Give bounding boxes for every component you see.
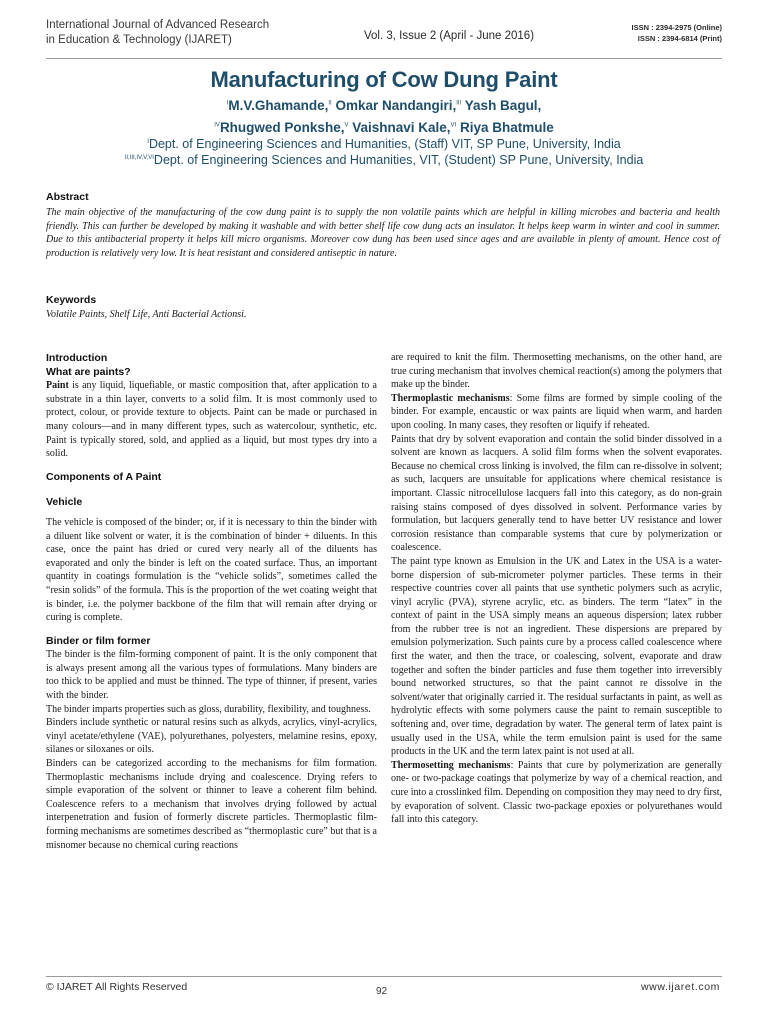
issn-print: ISSN : 2394-6814 (Print) — [637, 34, 722, 44]
binder-paragraph-4: Binders can be categorized according to the mechanisms for film formation. Thermoplastic mechanisms include drying and coalescence. Drying refers to simple evaporation of the solvent or thinner to leave a coherent film behind. Coalescence refers to a mechanism that involves drying followed by actual interpenetration and fusion of formerly discrete particles. Thermoplastic film-forming mechanisms are sometimes described as “thermoplastic cure” but that is a misnomer because no chemical curing reactions — [46, 758, 377, 851]
left-column — [46, 352, 377, 852]
lacquers-paragraph: Paints that dry by solvent evaporation and contain the solid binder dissolved in a solvent are known as lacquers. A solid film forms when the solvent evaporates. Because no chemical cross linking is involved, the film can re-dissolve in solvent; as such, lacquers are unsuitable for applications where chemical resistance is important. Classic nitrocellulose lacquers fall into this category, as do non-grain raising stains composed of dyes dissolved in solvent. Performance varies by formulation, but lacquers generally tend to have better UV resistance and lower corrosion resistance than comparable systems that cure by polymerization or coalescence. — [391, 433, 722, 554]
authors-line-2 — [0, 120, 768, 135]
page-header — [46, 18, 722, 54]
header-divider — [46, 58, 722, 59]
paint-definition — [46, 379, 377, 461]
paper-title: Manufacturing of Cow Dung Paint — [210, 67, 558, 92]
thermoplastic-paragraph — [391, 392, 722, 433]
website-link[interactable]: www.ijaret.com — [641, 981, 720, 993]
copyright: © IJARET All Rights Reserved — [46, 981, 188, 993]
what-are-paints-heading: What are paints? — [46, 365, 131, 378]
author-2-sup: II — [328, 100, 332, 107]
emulsion-paragraph: The paint type known as Emulsion in the UK and Latex in the USA is a water-borne dispersion of sub-micrometer polymer particles. These terms in their respective countries cover all paints that use synthetic polymers such as acrylic, vinyl acrylic (PVA), styrene acrylic, etc. as binders. The term “latex” in the context of paint in the USA simply means an aqueous dispersion; latex rubber from the rubber tree is not an ingredient. These dispersions are prepared by emulsion polymerization. Such paints cure by a process called coalescence where first the water, and then the trace, or coalescing, solvent, evaporate and draw together and soften the binder particles and fuse them together into irreversibly bound networked structures, so that the paint cannot re dissolve in the solvent/water that originally carried it. The residual surfactants in paint, as well as hydrolytic effects with some polymers cause the paint to remain susceptible to softening and, over time, degradation by water. The general term of latex paint is usually used in the USA, while the term emulsion paint is used for the same products in the UK and the term latex paint is not used at all. — [391, 555, 722, 758]
author-6: Riya Bhatmule — [456, 120, 554, 135]
volume-issue: Vol. 3, Issue 2 (April - June 2016) — [364, 30, 535, 42]
author-4: Rhugwed Ponkshe, — [219, 120, 345, 135]
thermoplastic-text: : Some films are formed by simple cooling of the binder. For example, encaustic or wax paints are liquid when warm, and harden upon cooling. In many cases, they resoften or liquify if reheated. — [391, 392, 722, 431]
author-5-sup: V — [344, 122, 349, 129]
author-4-sup: IV — [214, 122, 220, 129]
author-1: M.V.Ghamande, — [228, 98, 329, 113]
binder-paragraph-3: Binders include synthetic or natural resins such as alkyds, acrylics, vinyl-acrylics, vinyl acetate/ethylene (VAE), polyurethanes, polyesters, melamine resins, epoxy, silanes or siloxanes or oils. — [46, 717, 377, 756]
abstract-heading: Abstract — [46, 191, 89, 203]
author-5: Vaishnavi Kale, — [348, 120, 451, 135]
affiliation-2-sup: II,III,IV,V,VI — [124, 154, 154, 161]
introduction-heading: Introduction — [46, 352, 108, 364]
binder-paragraph-1: The binder is the film-forming component of paint. It is the only component that is always present among all the various types of formulations. Many binders are too thick to be applied and must be thinned. The type of thinner, if present, varies with the binder. — [46, 649, 377, 702]
journal-name — [46, 18, 346, 48]
thermosetting-continuation: are required to knit the film. Thermosetting mechanisms, on the other hand, are true curing mechanism that involves chemical reaction(s) among the polymers that make up the binder. — [391, 352, 723, 391]
issn-online: ISSN : 2394-2975 (Online) — [631, 23, 722, 32]
author-1-sup: I — [226, 100, 229, 107]
author-3-sup: III — [456, 100, 462, 107]
footer-divider — [46, 976, 722, 977]
authors-line-1 — [0, 98, 768, 113]
journal-name-line1: International Journal of Advanced Research — [46, 19, 270, 31]
binder-heading: Binder or film former — [46, 634, 151, 647]
components-heading: Components of A Paint — [46, 470, 162, 483]
thermosetting-paragraph — [391, 759, 722, 827]
binder-paragraph-2: The binder imparts properties such as gloss, durability, flexibility, and toughness. — [46, 703, 371, 715]
affiliation-students — [0, 153, 768, 167]
abstract-text: The main objective of the manufacturing of the cow dung paint is to supply the non volatile paints which are helpful in killing microbes and bacteria and health friendly. This can further be developed by making it washable and with better shelf life cow dung acts an insulator. It helps keep warm in winter and cool in summer. Due to this antibacterial property it helps kill micro organisms. Moreover cow dung has been used since ages and are available in plenty of amount. Hence cost of production is relatively very low. It is heat resistant and considered antiseptic in nature. — [46, 207, 720, 259]
vehicle-heading: Vehicle — [46, 496, 83, 509]
right-column — [391, 351, 722, 827]
affiliation-1-sup: I — [147, 138, 149, 145]
vehicle-text: The vehicle is composed of the binder; or, if it is necessary to thin the binder with a diluent like solvent or water, it is the combination of binder + diluents. In this case, once the paint has dried or cured very nearly all of the diluents has evaporated and only the binder is left on the coated surface. Thus, an important quantity in coatings formulation is the “vehicle solids”, sometimes called the “resin solids” of the formula. This is the proportion of the wet coating weight that is binder, i.e. the polymer backbone of the film that will remain after drying or curing is complete. — [46, 516, 377, 624]
paint-lead: Paint — [46, 380, 69, 392]
affiliation-staff — [0, 137, 768, 151]
thermoplastic-lead: Thermoplastic mechanisms — [391, 392, 510, 404]
journal-name-line2: in Education & Technology (IJARET) — [46, 33, 232, 46]
author-6-sup: VI — [450, 122, 457, 129]
affiliation-1-text: Dept. of Engineering Sciences and Humanities, (Staff) VIT, SP Pune, University, India — [148, 137, 621, 151]
affiliation-2-text: Dept. of Engineering Sciences and Humanities, VIT, (Student) SP Pune, University, India — [153, 153, 644, 167]
keywords-heading: Keywords — [46, 294, 97, 306]
thermosetting-text: : Paints that cure by polymerization are generally one- or two-package coatings that polymerize by way of a chemical reaction, and cure into a crosslinked film. Depending on composition they may need to dry first, by evaporation of solvent. Classic two-package epoxies or polyurethanes would fall into this category. — [391, 759, 722, 826]
issn-block — [632, 22, 722, 45]
author-3: Yash Bagul, — [461, 98, 542, 113]
author-2: Omkar Nandangiri, — [331, 98, 457, 113]
paint-text: is any liquid, liquefiable, or mastic composition that, after application to a substrate in a thin layer, converts to a solid film. It is most commonly used to protect, colour, or provide texture to objects. Paint can be made or purchased in many colours—and in many different types, such as watercolour, synthetic, etc. Paint is typically stored, sold, and applied as a liquid, but most types dry into a solid. — [46, 380, 377, 460]
keywords-text: Volatile Paints, Shelf Life, Anti Bacterial Actionsi. — [46, 309, 247, 320]
thermosetting-lead: Thermosetting mechanisms — [391, 759, 511, 771]
page-number: 92 — [376, 986, 388, 997]
